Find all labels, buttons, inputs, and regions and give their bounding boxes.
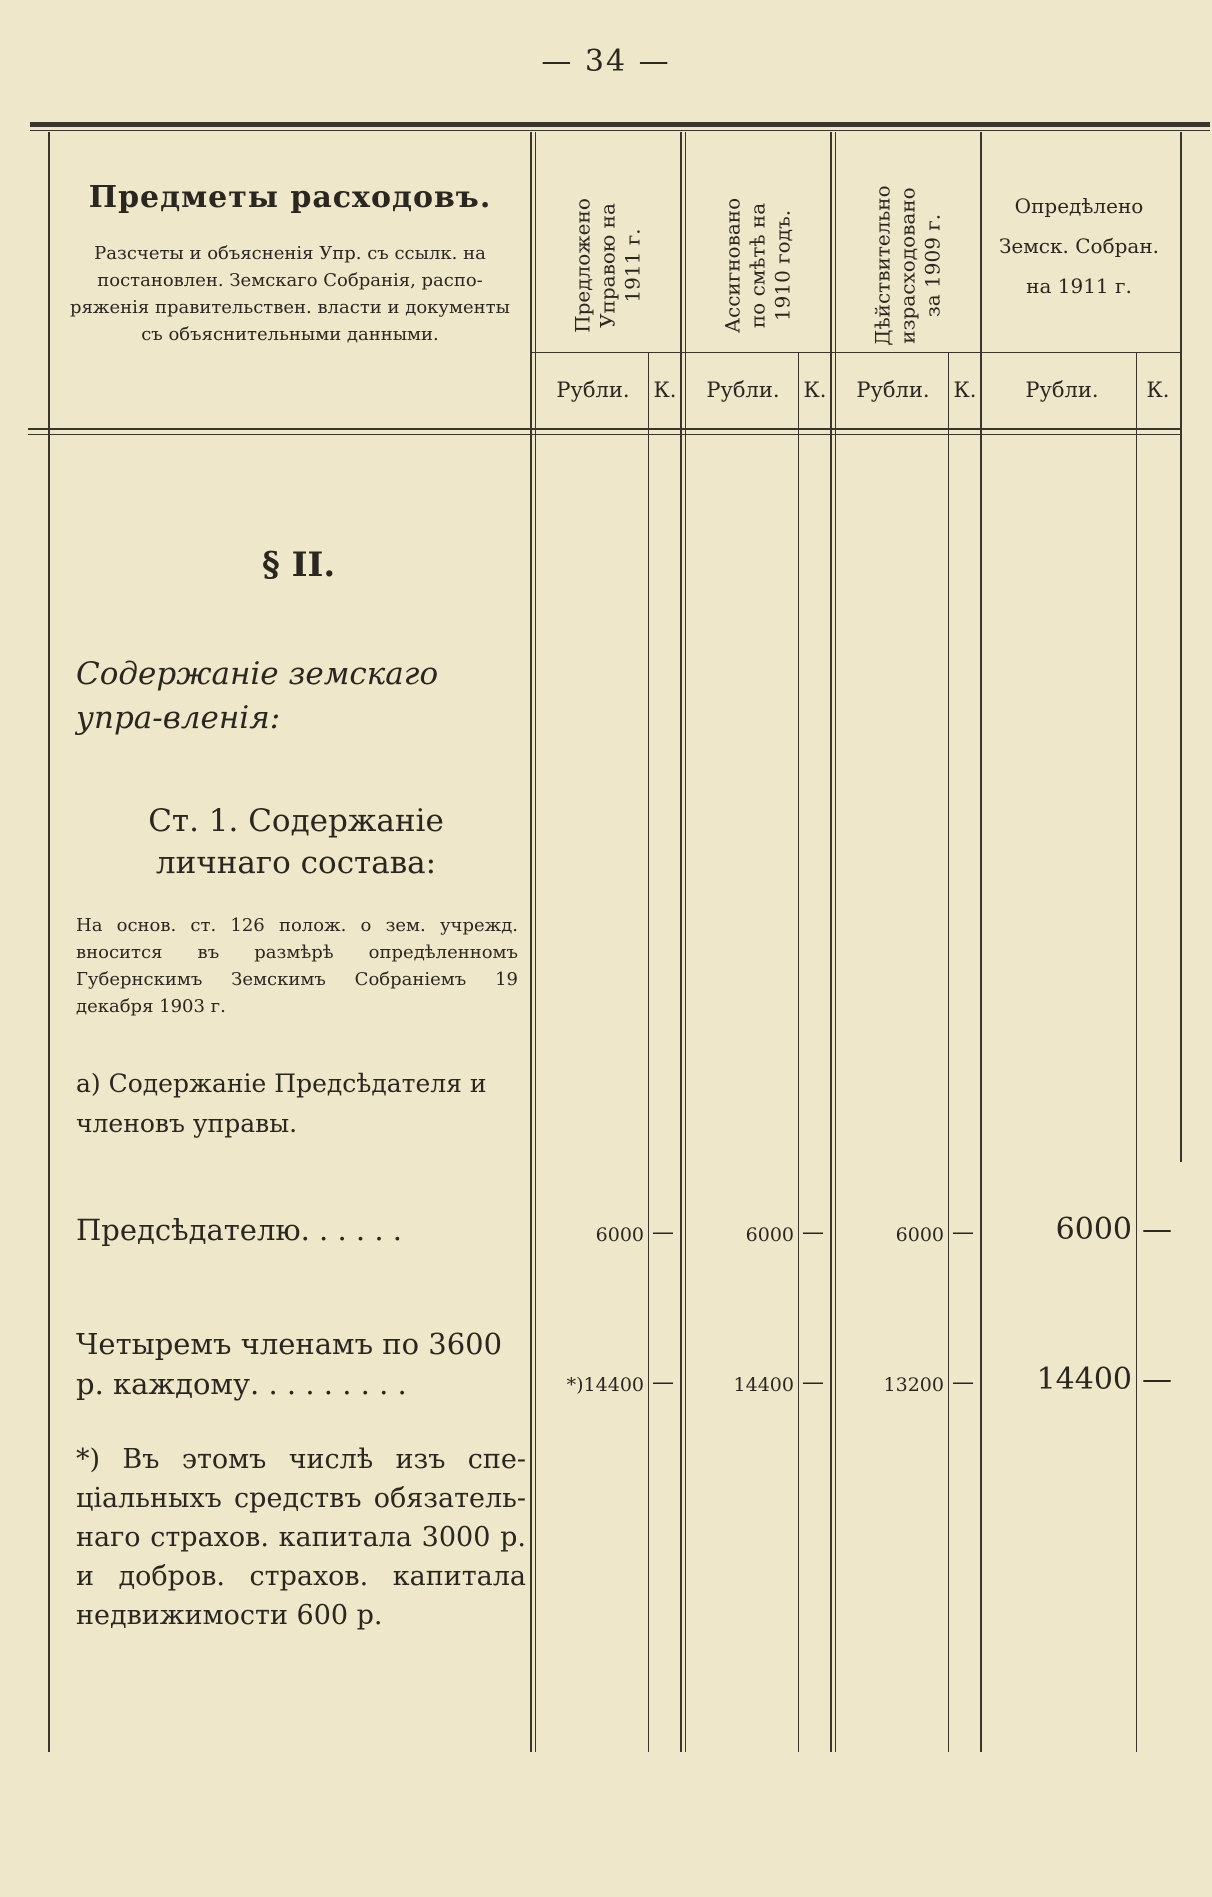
article-note: На основ. ст. 126 полож. о зем. учрежд. вносится въ размѣрѣ опредѣленномъ Губернскимъ Земскимъ Собраніемъ 19 декабря 1903 г.	[76, 915, 518, 1017]
unit-rub: Рубли.	[856, 378, 930, 402]
col-proposed-header: Предложено Управою на 1911 г.	[570, 198, 645, 333]
article-title: Ст. 1. Содержаніе личнаго состава:	[148, 803, 444, 881]
col-assigned-header: Ассигновано по смѣтѣ на 1910 годъ.	[720, 197, 795, 334]
unit-kop: К.	[803, 378, 827, 402]
row-dash: —	[652, 1220, 674, 1245]
row-dash: —	[1142, 1212, 1172, 1247]
column-divider	[835, 132, 836, 1752]
row-label-chairman: Предсѣдателю. . . . . .	[76, 1213, 403, 1247]
row-label-members: Четыремъ членамъ по 3600 р. каждому. . . . . . . . .	[76, 1327, 503, 1401]
col-spent-header: Дѣйствительно израсходовано за 1909 г.	[870, 185, 945, 346]
subsection-a: а) Содержаніе Предсѣдателя и членовъ управы.	[76, 1069, 487, 1138]
row-dash: —	[652, 1370, 674, 1395]
column-divider	[830, 132, 832, 1752]
row-dash: —	[1142, 1362, 1172, 1397]
unit-kop: К.	[953, 378, 977, 402]
items-description: Разсчеты и объясненія Упр. съ ссылк. на постановлен. Земскаго Собранія, распо-ряженія правительствен. власти и документы съ объяснительными данными.	[70, 243, 510, 345]
column-divider	[535, 132, 536, 1752]
row-dash: —	[952, 1220, 974, 1245]
row-proposed: *)14400	[566, 1374, 644, 1396]
top-rule	[30, 122, 1210, 127]
row-spent: 6000	[895, 1224, 944, 1246]
unit-rub: Рубли.	[706, 378, 780, 402]
section-paragraph: § II.	[262, 545, 336, 585]
unit-kop: К.	[653, 378, 677, 402]
unit-rub: Рубли.	[556, 378, 630, 402]
table-left-border	[48, 132, 50, 1752]
row-dash: —	[802, 1370, 824, 1395]
kopeck-divider	[1136, 352, 1137, 1752]
row-dash: —	[802, 1220, 824, 1245]
column-divider	[980, 132, 982, 1752]
column-divider	[680, 132, 682, 1752]
row-proposed: 6000	[595, 1224, 644, 1246]
page-number: — 34 —	[541, 44, 671, 79]
col-determined-header: Опредѣлено Земск. Собран. на 1911 г.	[998, 194, 1160, 298]
header-bottom-rule-thin	[28, 434, 1180, 435]
row-dash: —	[952, 1370, 974, 1395]
footnote: *) Въ этомъ числѣ изъ спе-ціальныхъ средствъ обязатель-наго страхов. капитала 3000 р. и добров. страхов. капитала недвижимости 600 р.	[76, 1444, 526, 1631]
row-determined: 14400	[1036, 1362, 1132, 1397]
row-assigned: 14400	[733, 1374, 794, 1396]
header-divider	[530, 352, 1180, 353]
kopeck-divider	[648, 352, 649, 1752]
kopeck-divider	[798, 352, 799, 1752]
row-assigned: 6000	[745, 1224, 794, 1246]
column-divider	[530, 132, 532, 1752]
unit-rub: Рубли.	[1025, 378, 1099, 402]
header-bottom-rule	[28, 428, 1180, 430]
column-divider	[685, 132, 686, 1752]
kopeck-divider	[948, 352, 949, 1752]
row-determined: 6000	[1055, 1212, 1132, 1247]
top-rule-thin	[30, 130, 1210, 131]
items-title: Предметы расходовъ.	[88, 180, 492, 215]
section-title: Содержаніе земскаго упра-вленія:	[76, 656, 439, 736]
row-spent: 13200	[883, 1374, 944, 1396]
table-right-border	[1180, 132, 1182, 1162]
unit-kop: К.	[1146, 378, 1170, 402]
